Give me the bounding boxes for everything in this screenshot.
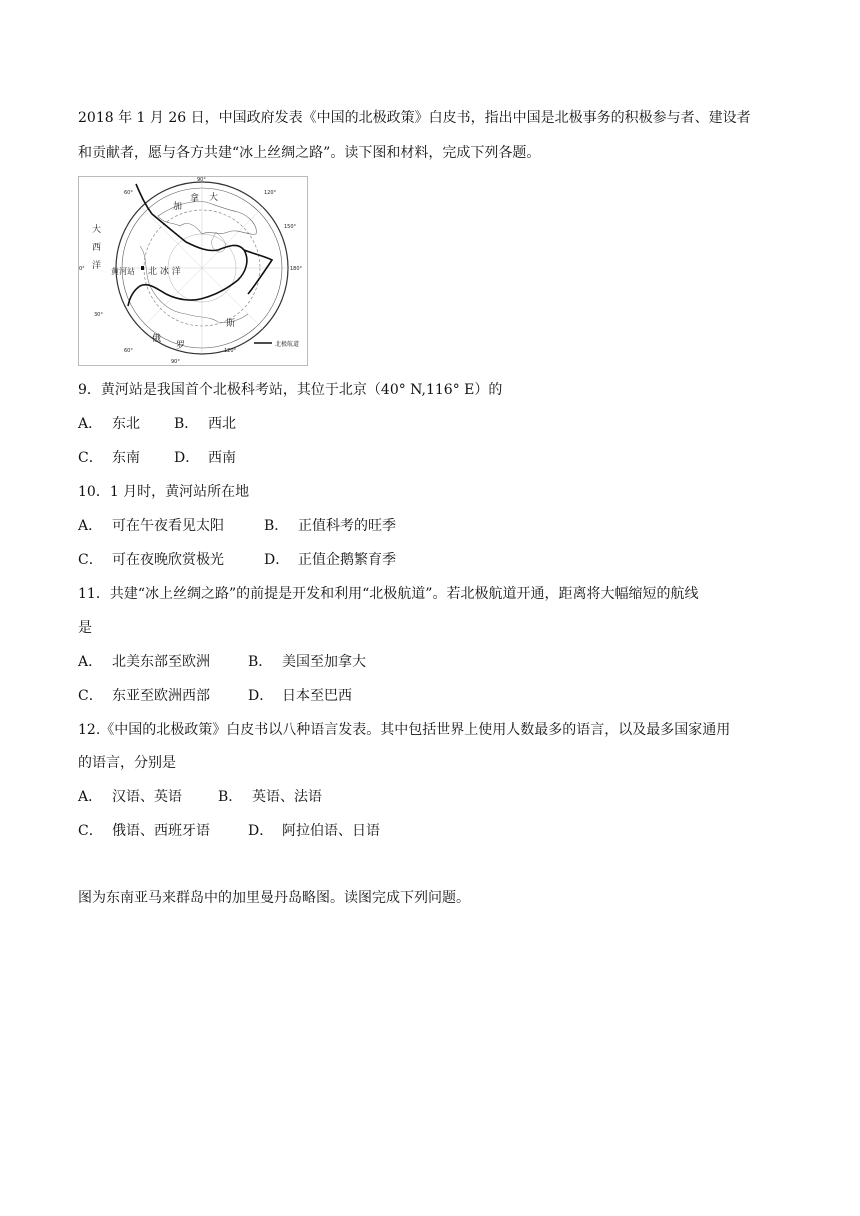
option-11c[interactable] bbox=[78, 686, 248, 706]
option-letter: B． bbox=[174, 416, 199, 432]
label-arctic-ocean: 北 冰 洋 bbox=[148, 267, 181, 277]
question-12-options-row-1 bbox=[78, 787, 322, 807]
option-letter: C． bbox=[78, 688, 103, 704]
label-canada-2: 拿 bbox=[190, 194, 200, 204]
option-text: 可在午夜看见太阳 bbox=[112, 518, 224, 534]
next-section-intro: 图为东南亚马来群岛中的加里曼丹岛略图。读图完成下列问题。 bbox=[78, 890, 470, 906]
option-11b[interactable] bbox=[248, 652, 366, 672]
label-atlantic-2: 西 bbox=[92, 243, 102, 253]
option-text: 正值企鹅繁育季 bbox=[298, 552, 396, 568]
question-12-stem-continued: 的语言，分别是 bbox=[78, 755, 176, 771]
option-letter: D． bbox=[248, 688, 274, 704]
option-text: 东北 bbox=[112, 416, 140, 432]
question-11-options-row-2 bbox=[78, 686, 352, 706]
option-letter: A． bbox=[78, 416, 103, 432]
question-10-stem: 10．1 月时，黄河站所在地 bbox=[78, 484, 250, 500]
question-12-options-row-2 bbox=[78, 821, 380, 841]
label-deg-0: 0° bbox=[79, 266, 85, 272]
label-deg-60-top: 60° bbox=[124, 190, 133, 196]
option-11d[interactable] bbox=[248, 686, 352, 706]
option-text: 可在夜晚欣赏极光 bbox=[112, 552, 224, 568]
option-12c[interactable] bbox=[78, 821, 248, 841]
label-russia-2: 罗 bbox=[176, 341, 186, 351]
option-9d[interactable] bbox=[174, 448, 236, 468]
question-9-options-row-1 bbox=[78, 414, 236, 434]
question-12-stem: 12.《中国的北极政策》白皮书以八种语言发表。其中包括世界上使用人数最多的语言，以及最多国家通用 bbox=[78, 722, 731, 738]
question-10-options-row-2 bbox=[78, 550, 396, 570]
label-atlantic-3: 洋 bbox=[92, 261, 102, 271]
option-text: 美国至加拿大 bbox=[282, 654, 366, 670]
label-deg-90-bottom: 90° bbox=[171, 359, 180, 365]
option-text: 阿拉伯语、日语 bbox=[282, 823, 380, 839]
option-letter: C． bbox=[78, 552, 103, 568]
question-9-stem: 9．黄河站是我国首个北极科考站，其位于北京（40° N,116° E）的 bbox=[78, 382, 503, 398]
option-letter: D． bbox=[264, 552, 290, 568]
option-letter: C． bbox=[78, 450, 103, 466]
option-letter: A． bbox=[78, 654, 103, 670]
option-10b[interactable] bbox=[264, 516, 396, 536]
option-9c[interactable] bbox=[78, 448, 174, 468]
huanghe-station-marker bbox=[141, 266, 144, 270]
option-9a[interactable] bbox=[78, 414, 174, 434]
option-9b[interactable] bbox=[174, 414, 236, 434]
option-text: 俄语、西班牙语 bbox=[112, 823, 210, 839]
label-canada-3: 大 bbox=[209, 193, 219, 203]
option-letter: C． bbox=[78, 823, 103, 839]
option-text: 西南 bbox=[208, 450, 236, 466]
option-11a[interactable] bbox=[78, 652, 248, 672]
option-12d[interactable] bbox=[248, 821, 380, 841]
option-text: 东亚至欧洲西部 bbox=[112, 688, 210, 704]
option-letter: B． bbox=[218, 789, 243, 805]
intro-line-2: 和贡献者，愿与各方共建“冰上丝绸之路”。读下图和材料，完成下列各题。 bbox=[78, 145, 541, 161]
label-deg-120-bottom: 120° bbox=[224, 348, 237, 354]
option-letter: A． bbox=[78, 518, 103, 534]
label-deg-60-bottom: 60° bbox=[124, 348, 133, 354]
label-russia-1: 俄 bbox=[152, 334, 162, 344]
label-deg-180: 180° bbox=[290, 266, 303, 272]
option-text: 英语、法语 bbox=[252, 789, 322, 805]
option-text: 西北 bbox=[208, 416, 236, 432]
option-letter: B． bbox=[264, 518, 289, 534]
option-10c[interactable] bbox=[78, 550, 264, 570]
option-text: 北美东部至欧洲 bbox=[112, 654, 210, 670]
label-atlantic-1: 大 bbox=[92, 225, 102, 235]
legend-route-label: 北极航道 bbox=[275, 341, 300, 348]
question-11-options-row-1 bbox=[78, 652, 366, 672]
question-9-options-row-2 bbox=[78, 448, 236, 468]
label-deg-120-top: 120° bbox=[264, 190, 277, 196]
label-huanghe-station: 黄河站 bbox=[111, 267, 135, 276]
label-canada-1: 加 bbox=[173, 202, 183, 212]
option-text: 日本至巴西 bbox=[282, 688, 352, 704]
option-text: 东南 bbox=[112, 450, 140, 466]
question-11-stem-continued: 是 bbox=[78, 620, 92, 636]
option-text: 正值科考的旺季 bbox=[298, 518, 396, 534]
question-11-stem: 11．共建“冰上丝绸之路”的前提是开发和利用“北极航道”。若北极航道开通，距离将大幅缩短的航线 bbox=[78, 586, 699, 602]
option-text: 汉语、英语 bbox=[112, 789, 182, 805]
option-letter: D． bbox=[174, 450, 200, 466]
question-10-options-row-1 bbox=[78, 516, 396, 536]
option-12a[interactable] bbox=[78, 787, 218, 807]
option-letter: D． bbox=[248, 823, 274, 839]
option-10d[interactable] bbox=[264, 550, 396, 570]
arctic-map-figure bbox=[78, 176, 308, 366]
label-russia-3: 斯 bbox=[226, 319, 236, 329]
label-deg-30: 30° bbox=[94, 312, 103, 318]
option-letter: A． bbox=[78, 789, 103, 805]
option-12b[interactable] bbox=[218, 787, 322, 807]
option-10a[interactable] bbox=[78, 516, 264, 536]
label-deg-150: 150° bbox=[284, 224, 297, 230]
arctic-route-map bbox=[78, 176, 308, 366]
option-letter: B． bbox=[248, 654, 273, 670]
label-deg-90-top: 90° bbox=[197, 177, 206, 183]
intro-line-1: 2018 年 1 月 26 日，中国政府发表《中国的北极政策》白皮书，指出中国是北极事务的积极参与者、建设者 bbox=[78, 110, 751, 126]
